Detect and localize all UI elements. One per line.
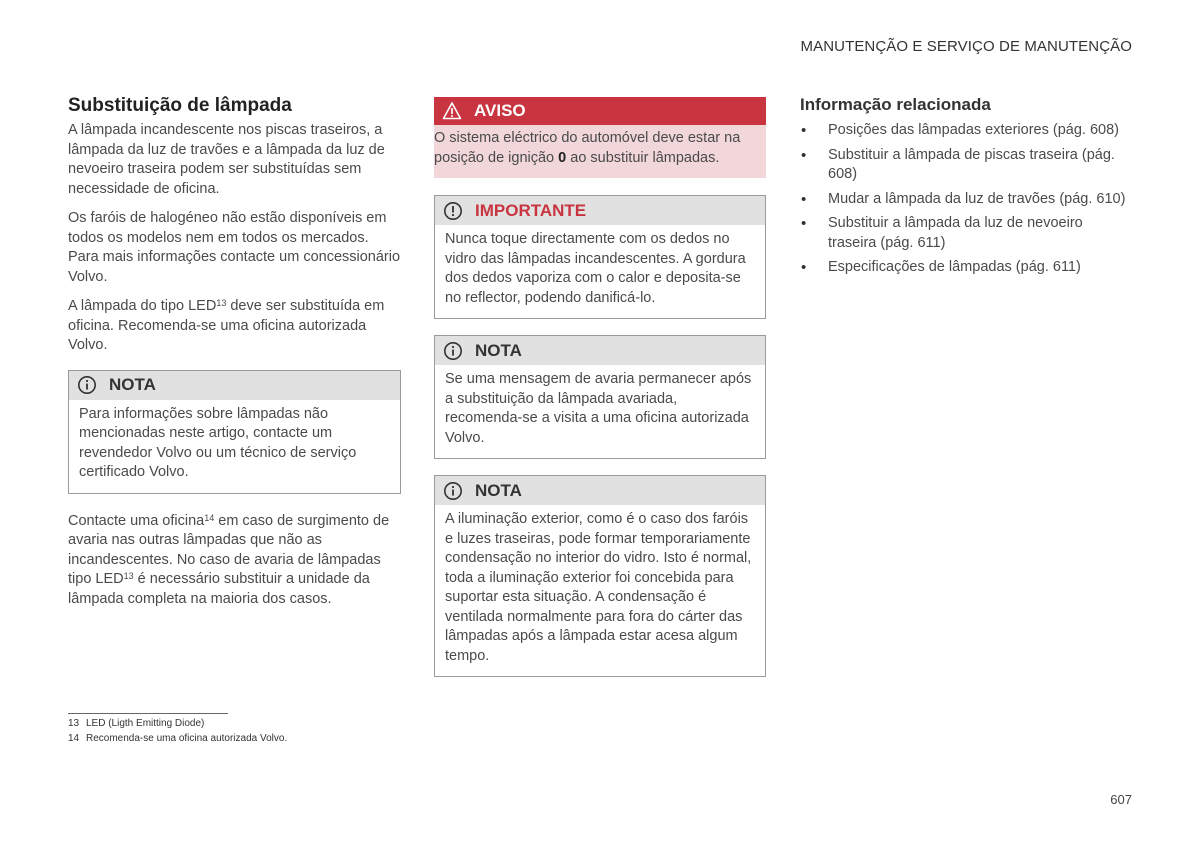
footnote-13	[68, 718, 204, 729]
warning-text-b: ao substituir lâmpadas.	[566, 149, 720, 166]
related-link[interactable]: • Mudar a lâmpada da luz de travões (pág. 610)	[800, 190, 1130, 210]
paragraph-3-text-a: A lâmpada do tipo LED	[68, 298, 217, 314]
note-box-header	[435, 336, 765, 365]
paragraph-2: Os faróis de halogéneo não estão disponíveis em todos os modelos nem em todos os mercados. Para mais informações contacte um concessionário Volvo.	[68, 210, 401, 285]
warning-text-a: O sistema eléctrico do automóvel deve estar na posição de ignição	[434, 130, 741, 166]
note-title: NOTA	[475, 340, 522, 360]
footnote-ref-14[interactable]: 14	[204, 512, 215, 523]
related-link[interactable]: • Substituir a lâmpada da luz de nevoeiro traseira (pág. 611)	[800, 214, 1130, 253]
paragraph-3	[68, 297, 401, 356]
note-text: Para informações sobre lâmpadas não mencionadas neste artigo, contacte um revendedor Volvo ou um técnico de serviço certificado Volvo.	[79, 405, 357, 480]
related-link[interactable]: • Substituir a lâmpada de piscas traseira (pág. 608)	[800, 146, 1130, 185]
left-column	[68, 95, 401, 619]
footnote-text: Recomenda-se uma oficina autorizada Volvo.	[86, 733, 288, 744]
info-circle-icon	[77, 375, 97, 395]
note-text: Se uma mensagem de avaria permanecer após a substituição da lâmpada avariada, recomenda-se a visita a uma oficina autorizada Volvo.	[445, 371, 752, 446]
paragraph-4-text-b: em caso de surgimento de avaria nas outras lâmpadas que não as incandescentes. No caso de avaria de lâmpadas tipo LED	[68, 512, 390, 587]
right-column	[800, 95, 1130, 283]
important-title: IMPORTANTE	[475, 200, 587, 220]
note-title: NOTA	[475, 480, 522, 500]
paragraph-4-text-a: Contacte uma oficina	[68, 512, 205, 529]
footnote-14	[68, 733, 287, 744]
important-box	[434, 195, 766, 319]
warning-title: AVISO	[474, 101, 526, 120]
ignition-position-value: 0	[558, 149, 567, 166]
footnote-number: 14	[68, 733, 80, 744]
footnote-ref-13[interactable]: 13	[216, 298, 227, 308]
note-text: A iluminação exterior, como é o caso dos faróis e luzes traseiras, pode formar temporariamente condensação no interior do vidro. Isto é normal, toda a iluminação exterior foi concebida para suportar esta situação. A condensação é ventilada normalmente para fora do cárter das lâmpadas após a lâmpada estar acesa algum tempo.	[445, 511, 752, 664]
important-box-header	[435, 196, 765, 225]
note-box-left	[68, 370, 401, 494]
middle-column	[434, 97, 766, 693]
page-number: 607	[1110, 792, 1132, 807]
warning-text	[434, 125, 766, 178]
warning-triangle-icon	[442, 101, 462, 121]
related-link[interactable]: • Especificações de lâmpadas (pág. 611)	[800, 258, 1130, 278]
related-links-list	[800, 121, 1130, 278]
footnote-text: LED (Ligth Emitting Diode)	[86, 718, 205, 729]
paragraph-3-text-b: deve ser substituída em oficina. Recomenda-se uma oficina autorizada Volvo.	[68, 298, 385, 353]
important-text: Nunca toque directamente com os dedos no vidro das lâmpadas incandescentes. A gordura dos dedos vaporiza com o calor e deposita-se no reflector, podendo danificá-lo.	[445, 231, 746, 306]
paragraph-4-text-c: é necessário substituir a unidade da lâmpada completa na maioria dos casos.	[68, 571, 370, 607]
note-box-2	[434, 475, 766, 677]
section-title: Substituição de lâmpada	[68, 95, 292, 116]
related-info-heading: Informação relacionada	[800, 95, 991, 114]
warning-box-header	[434, 97, 766, 125]
info-circle-icon	[443, 481, 463, 501]
related-link[interactable]: • Posições das lâmpadas exteriores (pág. 608)	[800, 121, 1130, 141]
note-title: NOTA	[109, 375, 156, 394]
warning-box	[434, 97, 766, 178]
footnote-number: 13	[68, 718, 80, 729]
paragraph-1: A lâmpada incandescente nos piscas traseiros, a lâmpada da luz de travões e a lâmpada da luz de nevoeiro traseira podem ser substituídas sem necessidade de oficina.	[68, 122, 385, 197]
note-box-1	[434, 335, 766, 459]
paragraph-4	[68, 512, 401, 610]
exclamation-circle-icon	[443, 201, 463, 221]
footnote-ref-13[interactable]: 13	[123, 571, 134, 581]
info-circle-icon	[443, 341, 463, 361]
page-header: MANUTENÇÃO E SERVIÇO DE MANUTENÇÃO	[800, 38, 1132, 55]
note-box-header	[69, 371, 400, 400]
footnote-divider	[68, 713, 228, 714]
note-box-header	[435, 476, 765, 505]
